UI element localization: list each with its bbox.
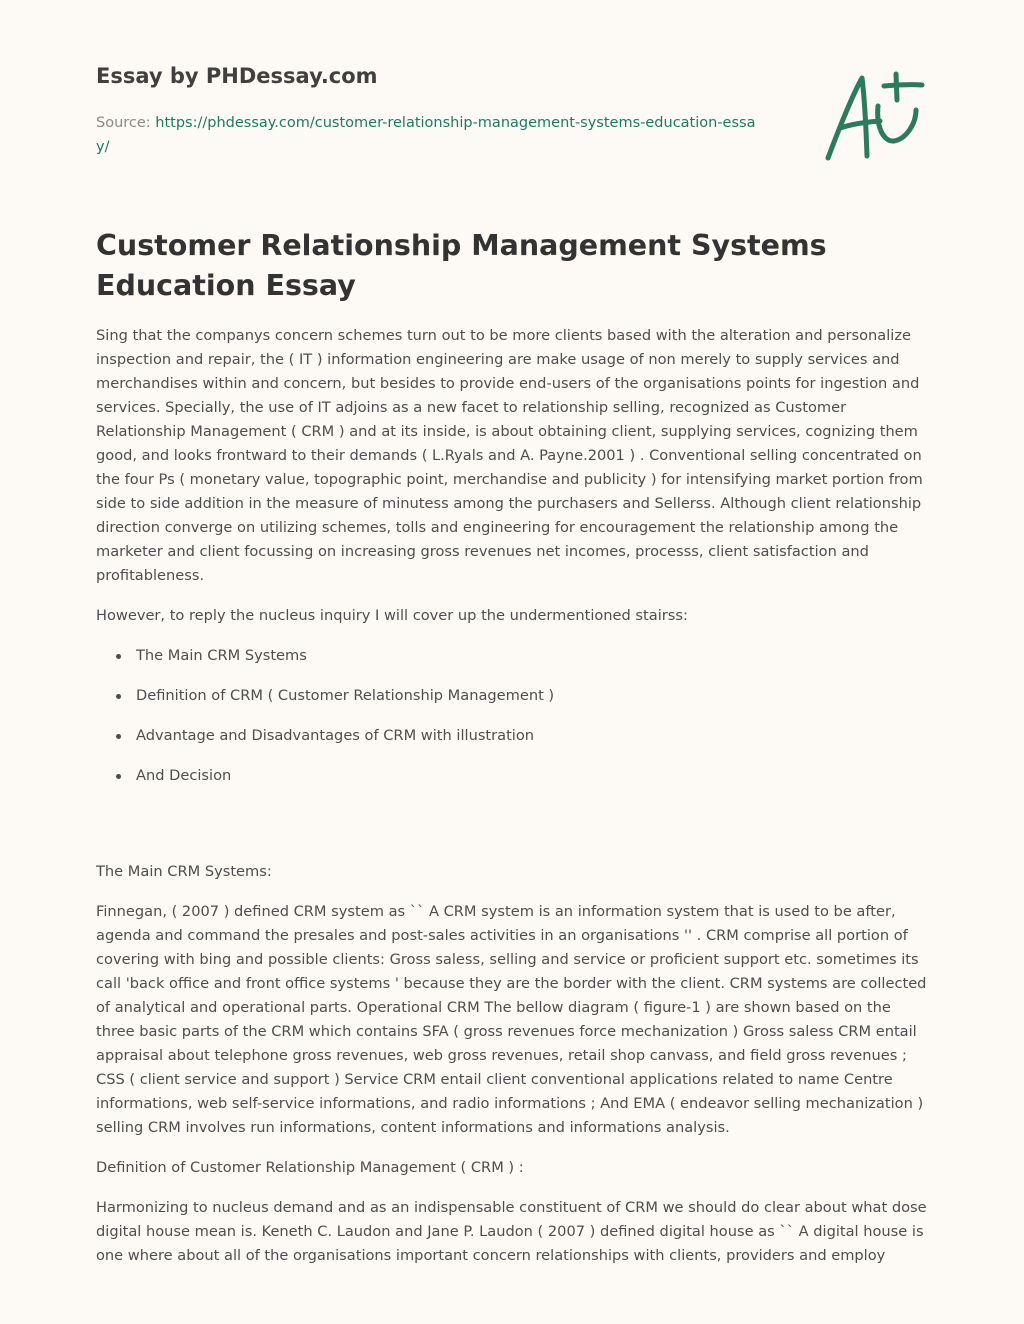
list-item <box>96 644 928 668</box>
intro-paragraph: Sing that the companys concern schemes turn out to be more clients based with the alteration and personalize inspection and repair, the ( IT ) information engineering are make usage of non merely to supply services and merchandises within and concern, but besides to provide end-users of the organisations points for ingestion and services. Specially, the use of IT adjoins as a new facet to relationship selling, recognized as Customer Relationship Management ( CRM ) and at its inside, is about obtaining client, supplying services, cognizing them good, and looks frontward to their demands ( L.Ryals and A. Payne.2001 ) . Conventional selling concentrated on the four Ps ( monetary value, topographic point, merchandise and publicity ) for intensifying market portion from side to side addition in the measure of minutess among the purchasers and Sellerss. Although client relationship direction converge on utilizing schemes, tolls and engineering for encouragement the relationship among the marketer and client focussing on increasing gross revenues net incomes, processs, client satisfaction and profitableness. <box>96 327 923 584</box>
list-item-label: The Main CRM Systems <box>136 647 307 664</box>
site-title: Essay by PHDessay.com <box>96 64 378 88</box>
spacer <box>96 804 928 860</box>
section-heading: Definition of Customer Relationship Management ( CRM ) : <box>96 1159 524 1176</box>
essay-title: Customer Relationship Management Systems Education Essay <box>96 229 827 302</box>
steps-list <box>96 644 928 788</box>
essay-body <box>96 324 928 1284</box>
section-heading: The Main CRM Systems: <box>96 863 272 880</box>
list-item-label: And Decision <box>136 767 232 784</box>
source-line <box>96 111 756 159</box>
section-paragraph: Harmonizing to nucleus demand and as an indispensable constituent of CRM we should do clear about what dose digital house mean is. Keneth C. Laudon and Jane P. Laudon ( 2007 ) defined digital house as `` A digital house is one where about all of the organisations important concern relationships with clients, providers and employ <box>96 1199 927 1264</box>
source-label: Source: <box>96 115 156 131</box>
list-item <box>96 684 928 708</box>
list-item-label: Definition of CRM ( Customer Relationship Management ) <box>136 687 555 704</box>
list-item-label: Advantage and Disadvantages of CRM with illustration <box>136 727 535 744</box>
section-paragraph: Finnegan, ( 2007 ) defined CRM system as `` A CRM system is an information system that is used to be after, agenda and command the presales and post-sales activities in an organisations '' . CRM comprise all portion of covering with bing and possible clients: Gross saless, selling and service or proficient support etc. sometimes its call 'back office and front office systems ' because they are the border with the client. CRM systems are collected of analytical and operational parts. Operational CRM The bellow diagram ( figure-1 ) are shown based on the three basic parts of the CRM which contains SFA ( gross revenues force mechanization ) Gross saless CRM entail appraisal about telephone gross revenues, web gross revenues, retail shop canvass, and field gross revenues ; CSS ( client service and support ) Service CRM entail client conventional applications related to name Centre informations, web self-service informations, and radio informations ; And EMA ( endeavor selling mechanization ) selling CRM involves run informations, content informations and informations analysis. <box>96 903 927 1136</box>
bullet-icon <box>116 654 121 659</box>
list-item <box>96 724 928 748</box>
bullet-icon <box>116 694 121 699</box>
bullet-icon <box>116 774 121 779</box>
intro-paragraph: However, to reply the nucleus inquiry I will cover up the undermentioned stairss: <box>96 607 688 624</box>
bullet-icon <box>116 734 121 739</box>
source-link[interactable]: https://phdessay.com/customer-relationship-management-systems-education-essay/ <box>96 115 756 155</box>
a-plus-logo-icon <box>818 66 930 166</box>
list-item <box>96 764 928 788</box>
